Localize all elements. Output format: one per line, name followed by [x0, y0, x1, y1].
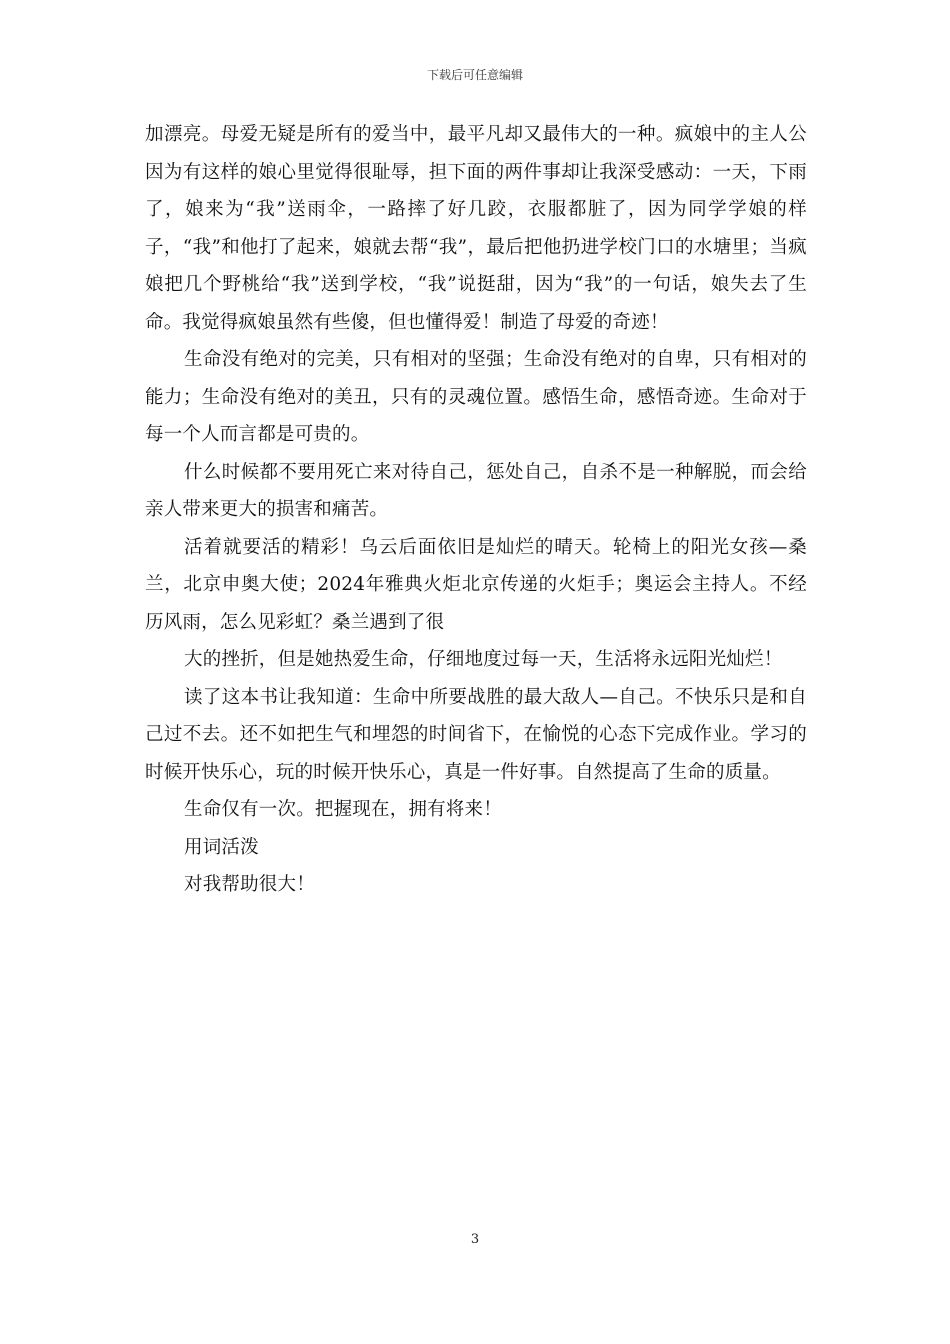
document-body [145, 116, 807, 904]
paragraph-continued: 加漂亮。母爱无疑是所有的爱当中，最平凡却又最伟大的一种。疯娘中的主人公因为有这样的娘心里觉得很耻辱，担下面的两件事却让我深受感动：一天，下雨了，娘来为“我”送雨伞，一路摔了好几跤，衣服都脏了，因为同学学娘的样子，“我”和他打了起来，娘就去帮“我”，最后把他扔进学校门口的水塘里；当疯娘把几个野桃给“我”送到学校，“我”说挺甜，因为“我”的一句话，娘失去了生命。我觉得疯娘虽然有些傻，但也懂得爱！制造了母爱的奇迹！ [145, 124, 807, 333]
page-number: 3 [470, 1232, 480, 1247]
paragraph: 什么时候都不要用死亡来对待自己，惩处自己，自杀不是一种解脱，而会给亲人带来更大的损害和痛苦。 [145, 461, 807, 520]
paragraph: 活着就要活的精彩！乌云后面依旧是灿烂的晴天。轮椅上的阳光女孩—桑兰，北京申奥大使；2024年雅典火炬北京传递的火炬手；奥运会主持人。不经历风雨，怎么见彩虹？桑兰遇到了很 [145, 536, 807, 633]
paragraph: 对我帮助很大！ [184, 874, 315, 895]
paragraph: 大的挫折，但是她热爱生命，仔细地度过每一天，生活将永远阳光灿烂！ [184, 649, 783, 670]
paragraph: 生命仅有一次。把握现在，拥有将来！ [184, 799, 502, 820]
paragraph: 用词活泼 [184, 836, 259, 858]
paragraph: 生命没有绝对的完美，只有相对的坚强；生命没有绝对的自卑，只有相对的能力；生命没有绝对的美丑，只有的灵魂位置。感悟生命，感悟奇迹。生命对于每一个人而言都是可贵的。 [145, 349, 807, 445]
page-header: 下载后可任意编辑 [426, 68, 523, 82]
paragraph: 读了这本书让我知道：生命中所要战胜的最大敌人—自己。不快乐只是和自己过不去。还不如把生气和埋怨的时间省下，在愉悦的心态下完成作业。学习的时候开快乐心，玩的时候开快乐心，真是一件好事。自然提高了生命的质量。 [145, 686, 807, 783]
